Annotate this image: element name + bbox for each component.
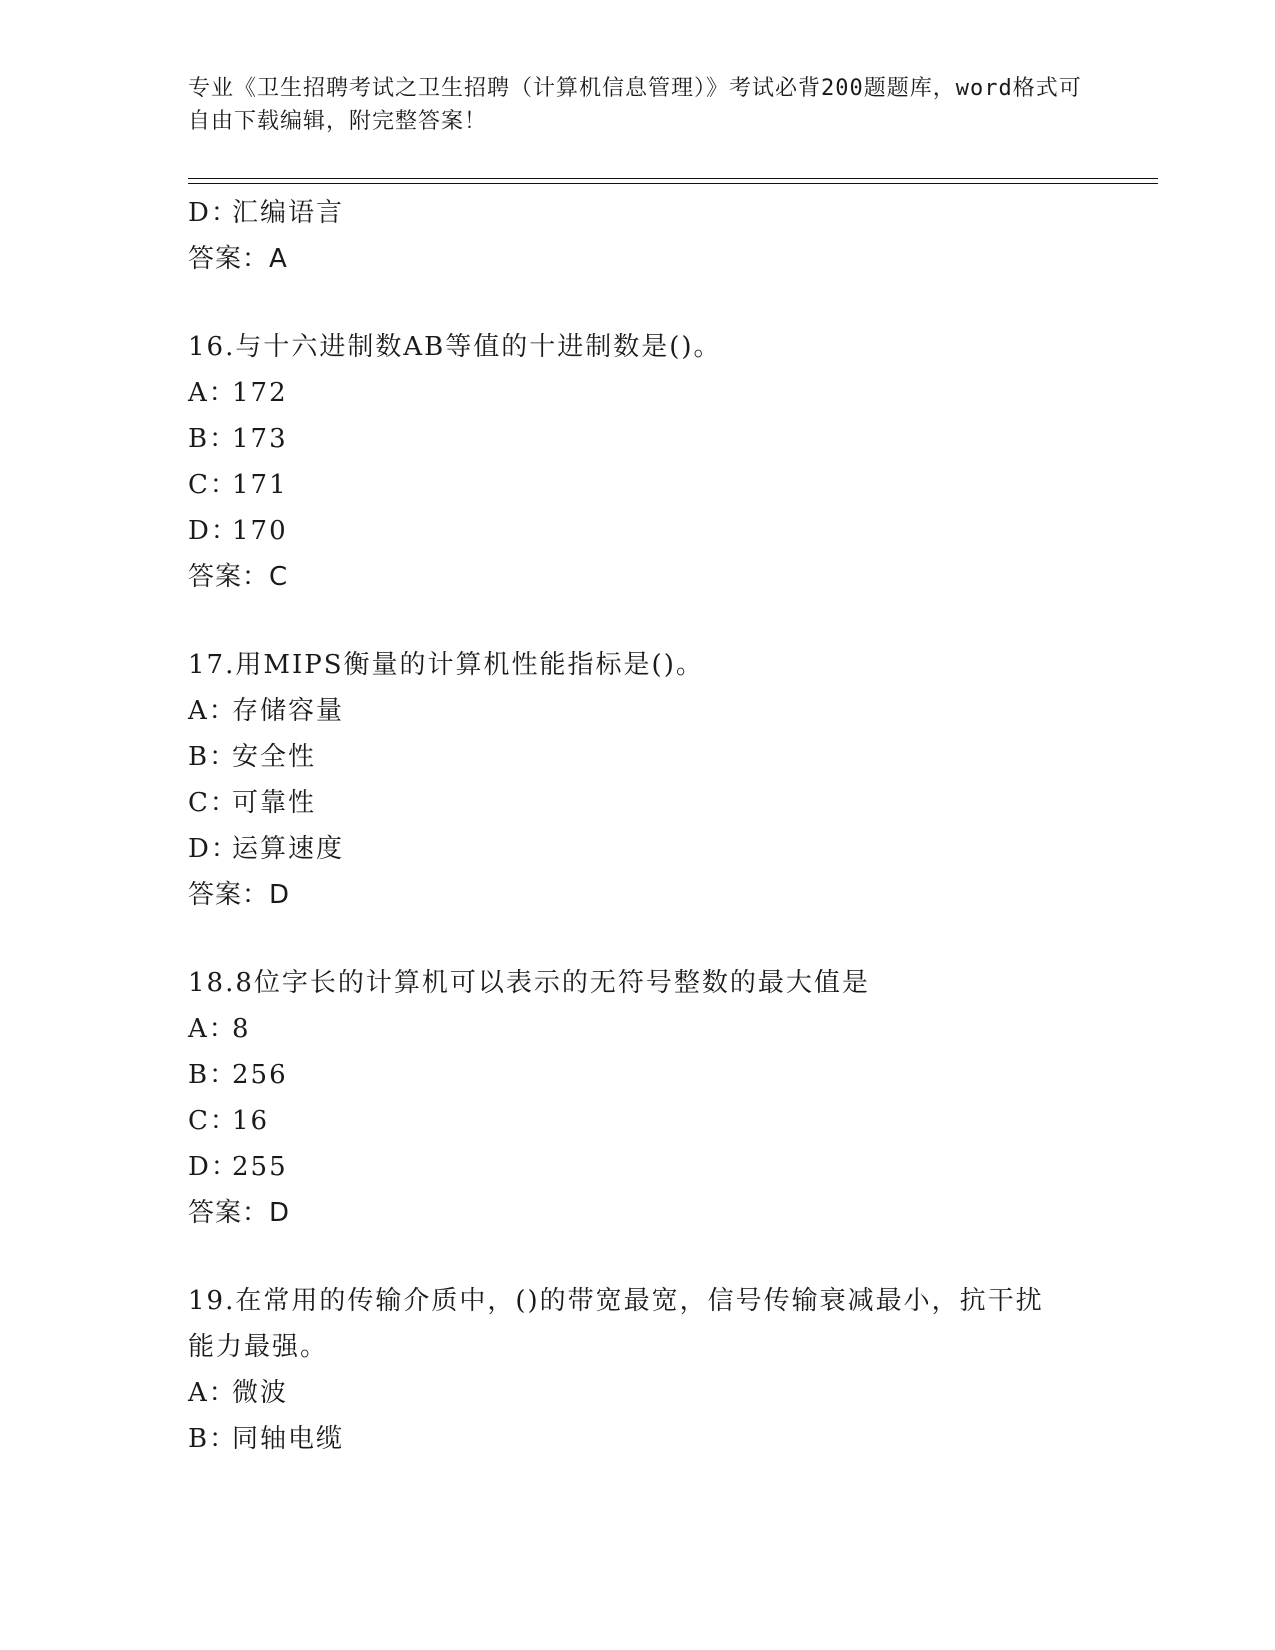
- option-text: 8: [232, 1014, 251, 1044]
- question-17-stem: 17.用MIPS衡量的计算机性能指标是()。: [188, 650, 704, 680]
- option-label: D：: [188, 516, 239, 546]
- option-d: [188, 1144, 1108, 1190]
- option-b: [188, 416, 1108, 462]
- question-16-stem: 16.与十六进制数AB等值的十进制数是()。: [188, 332, 722, 362]
- option-label: D：: [188, 1152, 239, 1182]
- option-label: B：: [188, 742, 238, 772]
- option-text: 运算速度: [232, 834, 345, 864]
- option-c: [188, 462, 1108, 508]
- answer-line: 答案：C: [188, 562, 289, 592]
- option-d: [188, 190, 1108, 236]
- option-text: 256: [232, 1060, 288, 1090]
- option-label: B：: [188, 1060, 238, 1090]
- option-label: A：: [188, 696, 237, 726]
- answer-line: 答案：A: [188, 244, 288, 274]
- option-text: 173: [232, 424, 288, 454]
- option-text: 16: [232, 1106, 270, 1136]
- question-19-stem: 19.在常用的传输介质中，()的带宽最宽，信号传输衰减最小，抗干扰能力最强。: [188, 1286, 1044, 1362]
- option-label: D：: [188, 198, 239, 228]
- option-text: 微波: [232, 1378, 289, 1408]
- question-18-stem: 18.8位字长的计算机可以表示的无符号整数的最大值是: [188, 968, 870, 998]
- option-a: [188, 370, 1108, 416]
- header-divider-top: [188, 178, 1158, 179]
- option-text: 同轴电缆: [232, 1424, 345, 1454]
- option-text: 存储容量: [232, 696, 345, 726]
- option-label: D：: [188, 834, 239, 864]
- option-d: [188, 826, 1108, 872]
- option-label: C：: [188, 1106, 238, 1136]
- option-label: A：: [188, 1378, 237, 1408]
- option-text: 171: [232, 470, 288, 500]
- option-label: C：: [188, 470, 238, 500]
- option-b: [188, 734, 1108, 780]
- option-text: 安全性: [232, 742, 317, 772]
- option-c: [188, 780, 1108, 826]
- question-list: [188, 190, 1108, 1462]
- option-a: [188, 688, 1108, 734]
- option-label: A：: [188, 378, 237, 408]
- option-d: [188, 508, 1108, 554]
- document-header: 专业《卫生招聘考试之卫生招聘（计算机信息管理）》考试必背200题题库，word格式可自由下载编辑，附完整答案！: [188, 76, 1082, 134]
- option-a: [188, 1006, 1108, 1052]
- option-label: A：: [188, 1014, 237, 1044]
- option-text: 可靠性: [232, 788, 317, 818]
- answer-line: 答案：D: [188, 1198, 291, 1228]
- header-divider-bottom: [188, 183, 1158, 184]
- option-text: 170: [232, 516, 288, 546]
- option-text: 汇编语言: [232, 198, 345, 228]
- option-a: [188, 1370, 1108, 1416]
- option-text: 172: [232, 378, 288, 408]
- answer-line: 答案：D: [188, 880, 291, 910]
- option-b: [188, 1052, 1108, 1098]
- option-text: 255: [232, 1152, 288, 1182]
- option-label: B：: [188, 424, 238, 454]
- option-label: B：: [188, 1424, 238, 1454]
- option-label: C：: [188, 788, 238, 818]
- option-c: [188, 1098, 1108, 1144]
- option-b: [188, 1416, 1108, 1462]
